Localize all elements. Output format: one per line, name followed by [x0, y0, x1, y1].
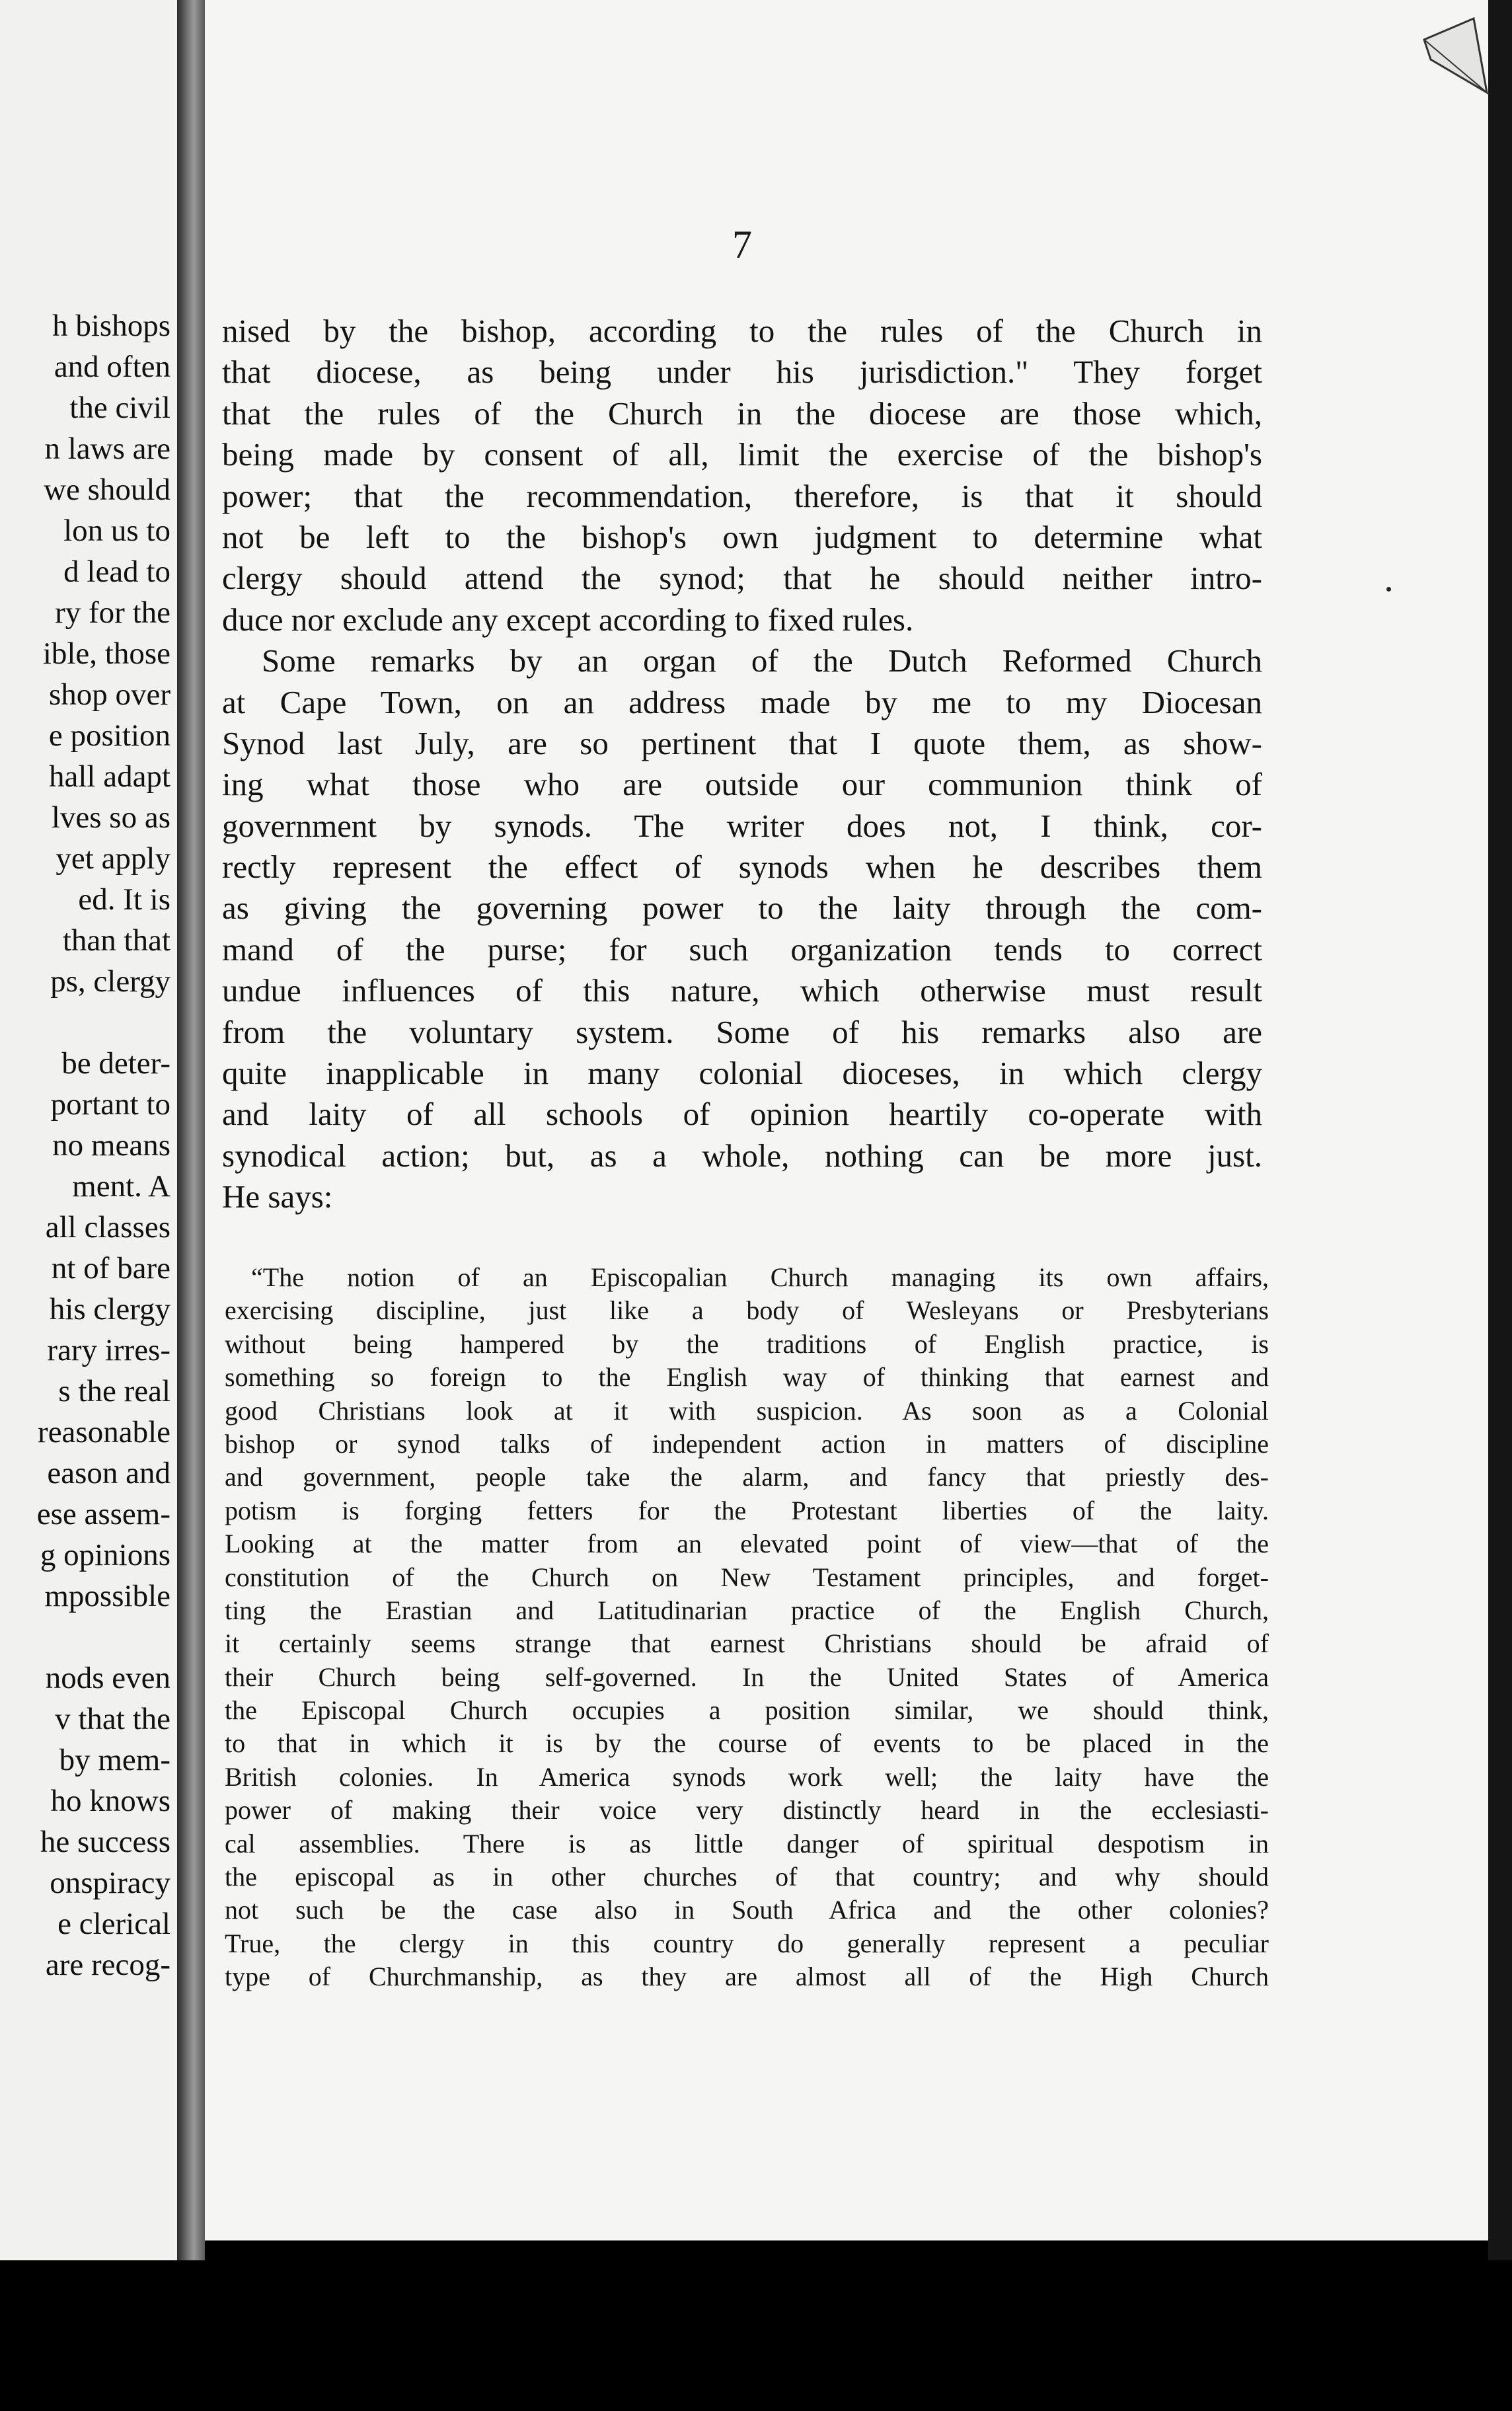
text-line: nised by the bishop, according to the rules of the Church in — [222, 313, 1262, 349]
left-page-line: onspiracy — [50, 1866, 170, 1900]
left-page-line: we should — [44, 473, 170, 507]
left-page-line: shop over — [48, 677, 170, 712]
left-page-line: yet apply — [56, 841, 170, 876]
paragraph-1 — [222, 311, 1262, 640]
left-page-line: rary irres- — [47, 1333, 170, 1367]
corner-fold-mark — [1411, 13, 1490, 112]
left-page-line: h bishops — [52, 309, 170, 343]
left-page-line: are recog- — [45, 1948, 170, 1982]
text-line: He says: — [222, 1178, 333, 1215]
quote-line: and government, people take the alarm, and fancy that priestly des- — [225, 1462, 1269, 1492]
ink-speck — [1386, 587, 1391, 592]
text-line: duce nor exclude any except according to fixed rules. — [222, 601, 914, 638]
left-page-line: n laws are — [44, 432, 170, 466]
left-page-line: ese assem- — [36, 1497, 170, 1531]
quote-line: the Episcopal Church occupies a position similar, we should think, — [225, 1695, 1269, 1726]
text-line: that the rules of the Church in the diocese are those which, — [222, 395, 1262, 432]
left-page-line: hall adapt — [48, 759, 170, 794]
left-page-line: no means — [52, 1128, 170, 1163]
quote-line: bishop or synod talks of independent action in matters of discipline — [225, 1428, 1269, 1459]
text-line: being made by consent of all, limit the exercise of the bishop's — [222, 436, 1262, 473]
left-page-line: ment. A — [72, 1169, 170, 1204]
body-text — [222, 311, 1262, 1218]
text-line: ing what those who are outside our communion think of — [222, 766, 1262, 803]
text-line: quite inapplicable in many colonial dioceses, in which clergy — [222, 1055, 1262, 1092]
text-line: mand of the purse; for such organization tends to correct — [222, 931, 1262, 968]
text-line: power; that the recommendation, therefore, is that it should — [222, 477, 1262, 514]
text-line: that diocese, as being under his jurisdiction." They forget — [222, 354, 1262, 391]
left-page-line: reasonable — [38, 1415, 170, 1449]
quote-line: without being hampered by the traditions of English practice, is — [225, 1328, 1269, 1359]
quote-line: potism is forging fetters for the Protestant liberties of the laity. — [225, 1495, 1269, 1525]
text-line: Some remarks by an organ of the Dutch Reformed Church — [262, 642, 1262, 679]
text-line: undue influences of this nature, which otherwise must result — [222, 972, 1262, 1009]
left-page-line: he success — [40, 1825, 170, 1859]
text-line: synodical action; but, as a whole, nothing can be more just. — [222, 1137, 1262, 1174]
left-page-line: his clergy — [49, 1292, 170, 1326]
quote-line: their Church being self-governed. In the United States of America — [225, 1662, 1269, 1692]
block-quote — [225, 1261, 1269, 1994]
left-page-line: nods even — [45, 1661, 170, 1695]
right-page-edge — [1488, 0, 1512, 2260]
left-page-line: than that — [62, 923, 170, 958]
quote-line: “The notion of an Episcopalian Church managing its own affairs, — [251, 1262, 1269, 1292]
left-page-line: all classes — [45, 1210, 170, 1244]
left-page-line: ible, those — [42, 636, 170, 671]
left-facing-page — [0, 0, 177, 2260]
left-page-line: e clerical — [57, 1907, 170, 1941]
quote-line: something so foreign to the English way of thinking that earnest and — [225, 1362, 1269, 1393]
quote-line: True, the clergy in this country do generally represent a peculiar — [225, 1928, 1269, 1958]
book-gutter — [177, 0, 205, 2260]
text-line: not be left to the bishop's own judgment to determine what — [222, 518, 1262, 555]
left-page-line: and often — [54, 350, 170, 384]
text-line: rectly represent the effect of synods when he describes them — [222, 849, 1262, 886]
text-line: Synod last July, are so pertinent that I quote them, as show- — [222, 724, 1262, 761]
left-page-line: lon us to — [63, 514, 170, 548]
left-page-text — [0, 305, 170, 1985]
left-page-line: be deter- — [61, 1046, 170, 1081]
left-page-line: e position — [48, 718, 170, 753]
text-line: clergy should attend the synod; that he should neither intro- — [222, 560, 1262, 597]
left-page-line: ed. It is — [78, 882, 170, 917]
page-number: 7 — [732, 223, 752, 266]
left-page-line: d lead to — [63, 555, 170, 589]
left-page-line: g opinions — [40, 1538, 170, 1572]
left-page-line: by mem- — [59, 1743, 170, 1777]
paragraph-2 — [222, 640, 1262, 1217]
text-line: government by synods. The writer does not, I think, cor- — [222, 807, 1262, 844]
quote-line: constitution of the Church on New Testament principles, and forget- — [225, 1562, 1269, 1592]
quote-line: cal assemblies. There is as little danger of spiritual despotism in — [225, 1828, 1269, 1858]
left-page-line: eason and — [47, 1456, 170, 1490]
left-page-line: portant to — [50, 1087, 170, 1122]
left-page-line: ry for the — [55, 595, 170, 630]
left-page-line: lves so as — [51, 800, 170, 835]
quote-line: Looking at the matter from an elevated point of view—that of the — [225, 1529, 1269, 1559]
left-page-line — [0, 1617, 170, 1658]
quote-line: good Christians look at it with suspicion. As soon as a Colonial — [225, 1395, 1269, 1426]
quote-line: type of Churchmanship, as they are almost all of the High Church — [225, 1962, 1269, 1992]
left-page-line — [0, 1002, 170, 1043]
left-page-line: s the real — [58, 1374, 170, 1408]
text-line: at Cape Town, on an address made by me to my Diocesan — [222, 683, 1262, 720]
left-page-line: the civil — [69, 391, 170, 425]
left-page-line: nt of bare — [51, 1251, 170, 1285]
quote-line: it certainly seems strange that earnest Christians should be afraid of — [225, 1628, 1269, 1659]
quote-line: power of making their voice very distinctly heard in the ecclesiasti- — [225, 1795, 1269, 1825]
quote-line: British colonies. In America synods work well; the laity have the — [225, 1761, 1269, 1792]
quote-line: ting the Erastian and Latitudinarian practice of the English Church, — [225, 1595, 1269, 1625]
scan-bottom-border — [0, 2260, 1512, 2411]
quote-line: not such be the case also in South Africa and the other colonies? — [225, 1895, 1269, 1925]
left-page-line: ho knows — [50, 1784, 170, 1818]
quote-line: the episcopal as in other churches of that country; and why should — [225, 1862, 1269, 1892]
text-line: and laity of all schools of opinion heartily co-operate with — [222, 1096, 1262, 1133]
text-line: as giving the governing power to the laity through the com- — [222, 890, 1262, 927]
left-page-line: ps, clergy — [50, 964, 170, 999]
left-page-line: v that the — [55, 1702, 170, 1736]
text-line: from the voluntary system. Some of his remarks also are — [222, 1013, 1262, 1050]
quote-line: exercising discipline, just like a body of Wesleyans or Presbyterians — [225, 1295, 1269, 1326]
quote-line: to that in which it is by the course of events to be placed in the — [225, 1728, 1269, 1759]
left-page-line: mpossible — [44, 1579, 170, 1613]
